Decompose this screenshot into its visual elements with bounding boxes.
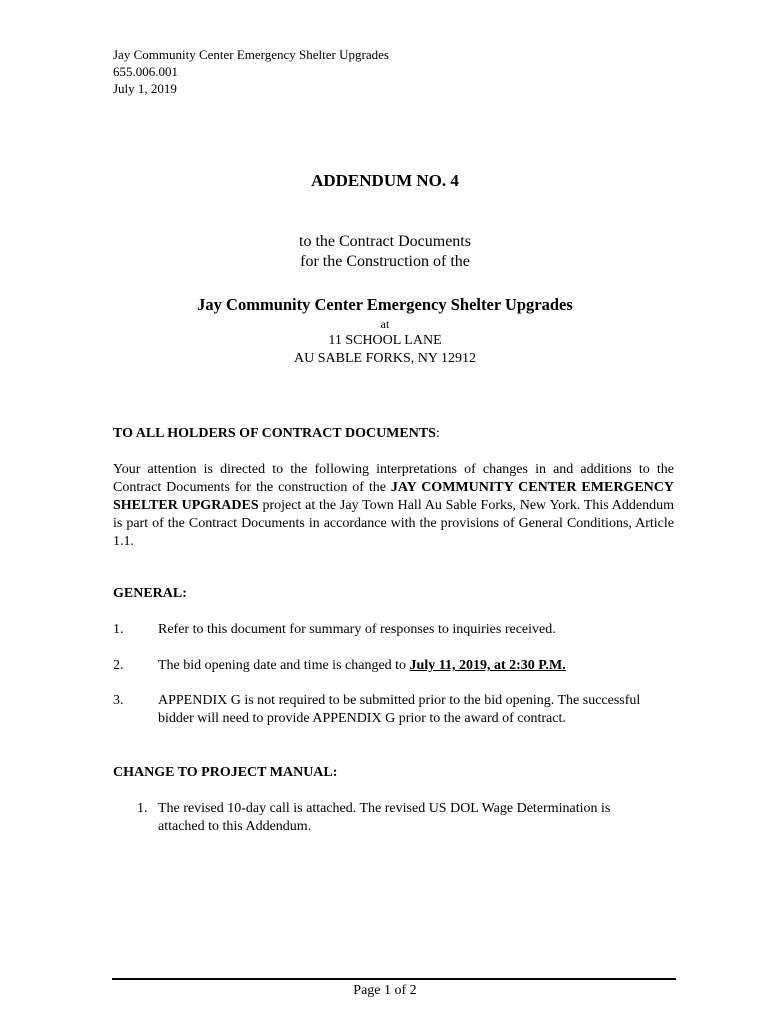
at-label: at: [380, 317, 390, 331]
general-item-1-text: Refer to this document for summary of responses to inquiries received.: [158, 622, 556, 637]
general-item-2-text: [158, 657, 676, 675]
address-line-1: 11 SCHOOL LANE: [328, 333, 442, 348]
header-project: Jay Community Center Emergency Shelter Upgrades: [113, 47, 389, 62]
address-line-2: AU SABLE FORKS, NY 12912: [294, 351, 476, 366]
header-date: July 1, 2019: [113, 81, 177, 96]
manual-item-1-text: The revised 10-day call is attached. The revised US DOL Wage Determination is attached to this Addendum.: [158, 801, 611, 834]
holders-heading: [113, 426, 440, 442]
footer-divider: [112, 978, 676, 980]
intro-paragraph: [113, 461, 674, 551]
general-item-3-number: 3.: [113, 693, 124, 708]
bid-opening-date: July 11, 2019, at 2:30 P.M.: [409, 658, 566, 673]
general-item-2-lead: The bid opening date and time is changed to: [158, 658, 410, 673]
general-item-2-number: 2.: [113, 658, 124, 673]
project-name: Jay Community Center Emergency Shelter Upgrades: [197, 295, 573, 314]
addendum-title: ADDENDUM NO. 4: [311, 171, 459, 190]
manual-heading: CHANGE TO PROJECT MANUAL:: [113, 765, 338, 780]
subtitle-line-1: to the Contract Documents: [299, 233, 471, 250]
general-item-3-text: APPENDIX G is not required to be submitted prior to the bid opening. The successful bidder will need to provide APPENDIX G prior to the award of contract.: [158, 693, 641, 726]
subtitle: [0, 232, 770, 272]
general-heading: GENERAL:: [113, 586, 187, 601]
intro-text-2: project at the Jay Town Hall Au Sable Forks, New York. This Addendum is part of the Contract Documents in accordance with the provisions of General Conditions, Article 1.1.: [113, 498, 674, 549]
project-address: [0, 332, 770, 368]
manual-item-1-number: 1.: [137, 801, 148, 816]
document-header: [113, 46, 389, 97]
intro-project-bold: JAY COMMUNITY CENTER EMERGENCY SHELTER UPGRADES: [113, 480, 674, 513]
holders-heading-colon: :: [435, 426, 440, 441]
header-number: 655.006.001: [113, 64, 178, 79]
intro-text-1: Your attention is directed to the following interpretations of changes in and additions to the Contract Documents for the construction of the: [113, 462, 674, 495]
holders-heading-text: TO ALL HOLDERS OF CONTRACT DOCUMENTS: [113, 426, 436, 441]
subtitle-line-2: for the Construction of the: [300, 253, 470, 270]
page-number: Page 1 of 2: [353, 983, 417, 998]
general-item-1-number: 1.: [113, 622, 124, 637]
